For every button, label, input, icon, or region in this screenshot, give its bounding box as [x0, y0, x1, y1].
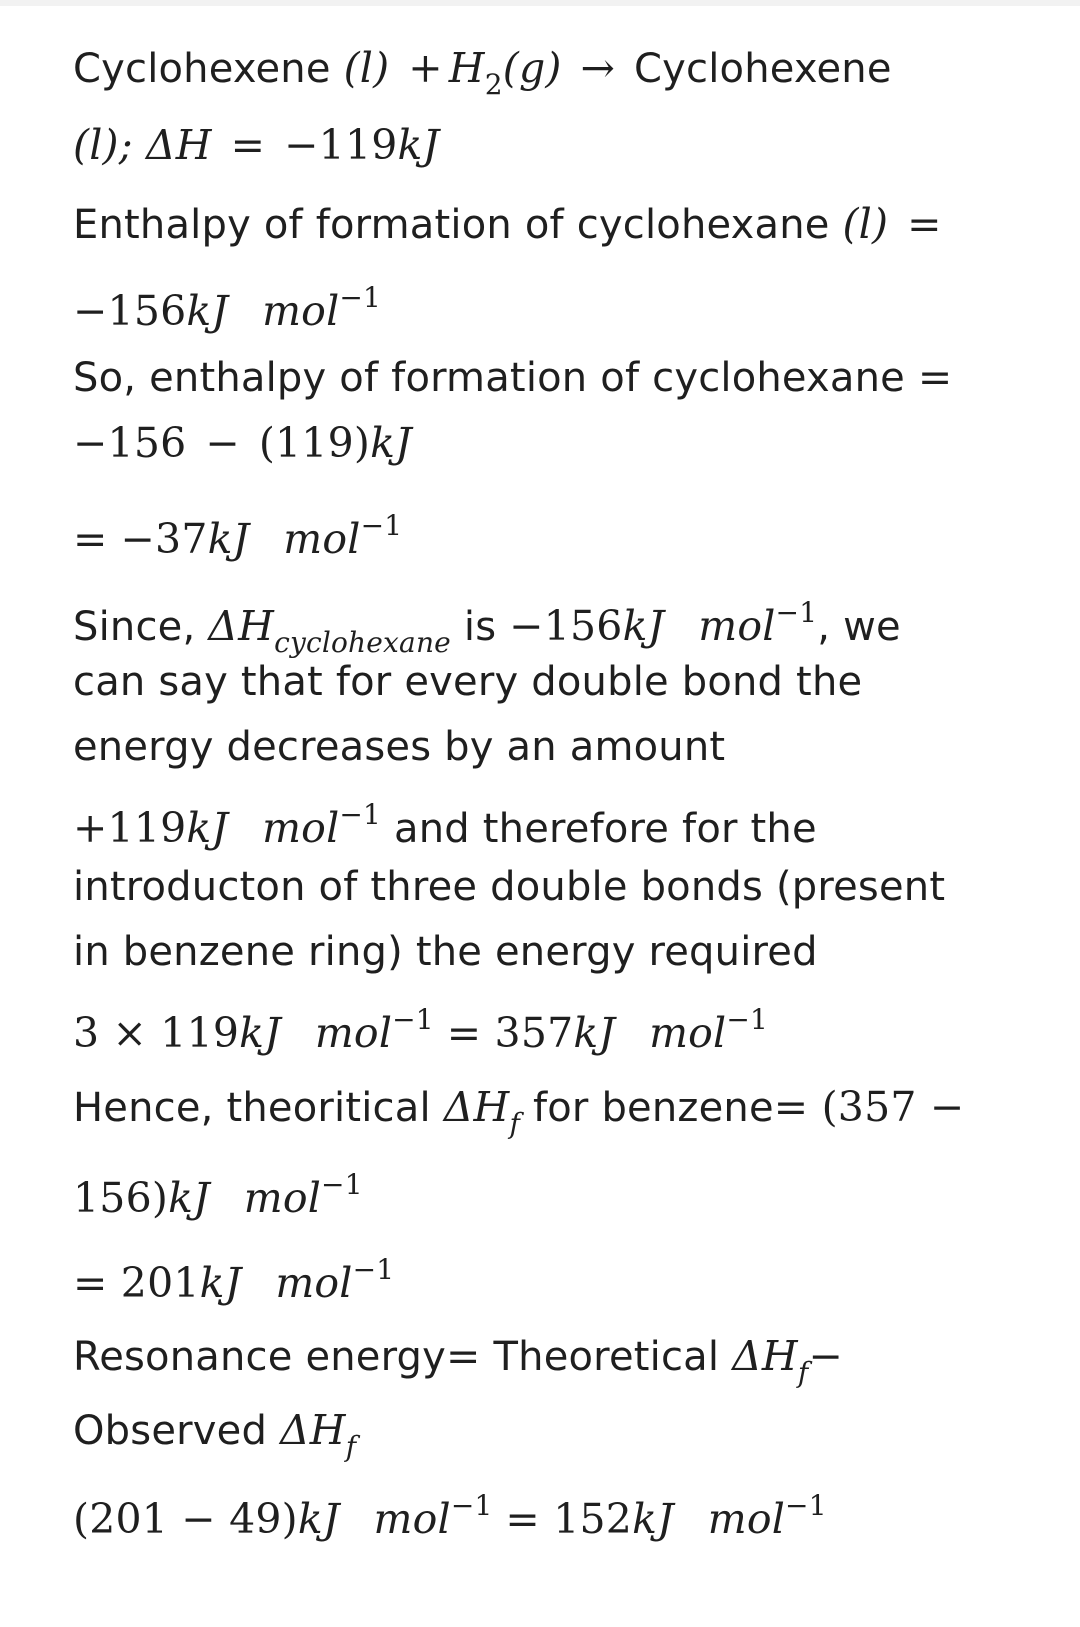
text-line-15	[73, 1083, 964, 1148]
math: (g)	[502, 44, 562, 92]
solution-text	[0, 6, 1080, 1627]
math: kJ	[186, 804, 229, 852]
subscript: f	[797, 1356, 809, 1389]
text-line-3	[73, 200, 948, 249]
text: for benzene	[532, 1085, 774, 1131]
math: mol	[262, 804, 340, 852]
superscript: −1	[339, 281, 382, 314]
math: =	[73, 515, 108, 563]
math: = 357	[446, 1009, 574, 1057]
math: mol	[243, 1174, 322, 1222]
math: (l); ΔH	[73, 121, 212, 169]
math-line-6	[73, 419, 412, 468]
text-line-10	[73, 723, 725, 771]
math: −156	[73, 419, 187, 467]
math-line-4	[73, 274, 381, 336]
math: H	[448, 44, 485, 92]
math: kJ	[632, 1495, 674, 1543]
math-line-11	[73, 791, 817, 853]
math: mol	[275, 1259, 353, 1307]
math: mol	[649, 1009, 727, 1057]
math-line-7	[73, 502, 402, 564]
math: =	[230, 121, 266, 169]
text: is	[463, 604, 497, 650]
equation-line-1	[73, 44, 892, 109]
math: =	[917, 353, 953, 401]
superscript: −1	[450, 1489, 493, 1522]
text: Enthalpy of formation of cyclohexane	[73, 202, 830, 248]
math: kJ	[397, 121, 440, 169]
math: =	[446, 1332, 481, 1380]
math: =	[907, 200, 942, 248]
math: ΔH	[732, 1332, 798, 1380]
text: So, enthalpy of formation of cyclohexane	[73, 355, 905, 401]
text: energy decreases by an amount	[73, 724, 726, 770]
math: = 201	[73, 1259, 200, 1307]
math: kJ	[239, 1009, 281, 1057]
math: +	[408, 44, 443, 92]
superscript: −1	[726, 1003, 769, 1036]
math: kJ	[297, 1495, 340, 1543]
text: Theoretical	[493, 1334, 720, 1380]
text-line-19	[73, 1406, 356, 1471]
math: mol	[373, 1495, 451, 1543]
text-line-8	[73, 589, 901, 667]
math: kJ	[370, 419, 412, 467]
superscript: −1	[352, 1253, 395, 1286]
math: mol	[707, 1495, 786, 1543]
text: , we	[817, 604, 901, 650]
math: kJ	[168, 1174, 210, 1222]
math: 3 × 119	[73, 1009, 240, 1057]
math: 156)	[73, 1174, 169, 1222]
math: (119)	[258, 419, 371, 467]
math: −37	[120, 515, 208, 563]
math: −119	[284, 121, 398, 169]
superscript: −1	[392, 1003, 434, 1036]
superscript: −1	[775, 596, 818, 629]
math: kJ	[186, 287, 229, 335]
math: →	[580, 44, 616, 92]
math: −	[205, 419, 240, 467]
subscript: f	[509, 1107, 521, 1140]
math: mol	[262, 287, 340, 335]
text: Observed	[73, 1408, 268, 1454]
math: mol	[314, 1009, 393, 1057]
text-line-12	[73, 863, 945, 911]
math: −156	[509, 602, 623, 650]
math: ΔH	[208, 602, 275, 650]
math: (l)	[343, 44, 390, 92]
text: Cyclohexene	[73, 46, 331, 92]
text: introducton of three double bonds (present	[73, 864, 946, 910]
math: +119	[73, 804, 187, 852]
math: kJ	[573, 1009, 616, 1057]
math: mol	[698, 602, 776, 650]
text-line-9	[73, 658, 862, 706]
math: −156	[73, 287, 187, 335]
math-line-20	[73, 1482, 827, 1544]
math: = 152	[505, 1495, 633, 1543]
text: Resonance energy	[73, 1334, 447, 1380]
superscript: −1	[339, 798, 382, 831]
text: Cyclohexene	[634, 46, 892, 92]
subscript: cyclohexane	[274, 626, 451, 659]
math: (201 − 49)	[73, 1495, 298, 1543]
text: Since,	[73, 604, 196, 650]
math-line-16	[73, 1161, 363, 1223]
subscript: f	[345, 1430, 357, 1463]
text: can say that for every double bond the	[73, 659, 863, 705]
math: mol	[283, 515, 361, 563]
text-line-18	[73, 1332, 843, 1397]
math-line-17	[73, 1246, 394, 1308]
math: ΔH	[279, 1406, 346, 1454]
math: kJ	[207, 515, 250, 563]
superscript: −1	[321, 1168, 363, 1201]
text: Hence, theoritical	[73, 1085, 431, 1131]
text-line-5	[73, 353, 952, 402]
text: in benzene ring) the energy required	[73, 929, 818, 975]
math: ΔH	[443, 1083, 510, 1131]
math: = (357 −	[773, 1083, 965, 1131]
text-line-13	[73, 928, 818, 976]
text: and therefore for the	[394, 806, 817, 852]
equation-line-2	[73, 121, 439, 170]
math: kJ	[199, 1259, 242, 1307]
math: (l)	[842, 200, 889, 248]
math: −	[808, 1332, 844, 1380]
superscript: −1	[360, 509, 403, 542]
math: kJ	[622, 602, 665, 650]
subscript: 2	[484, 68, 503, 101]
superscript: −1	[785, 1489, 827, 1522]
math-line-14	[73, 996, 768, 1058]
